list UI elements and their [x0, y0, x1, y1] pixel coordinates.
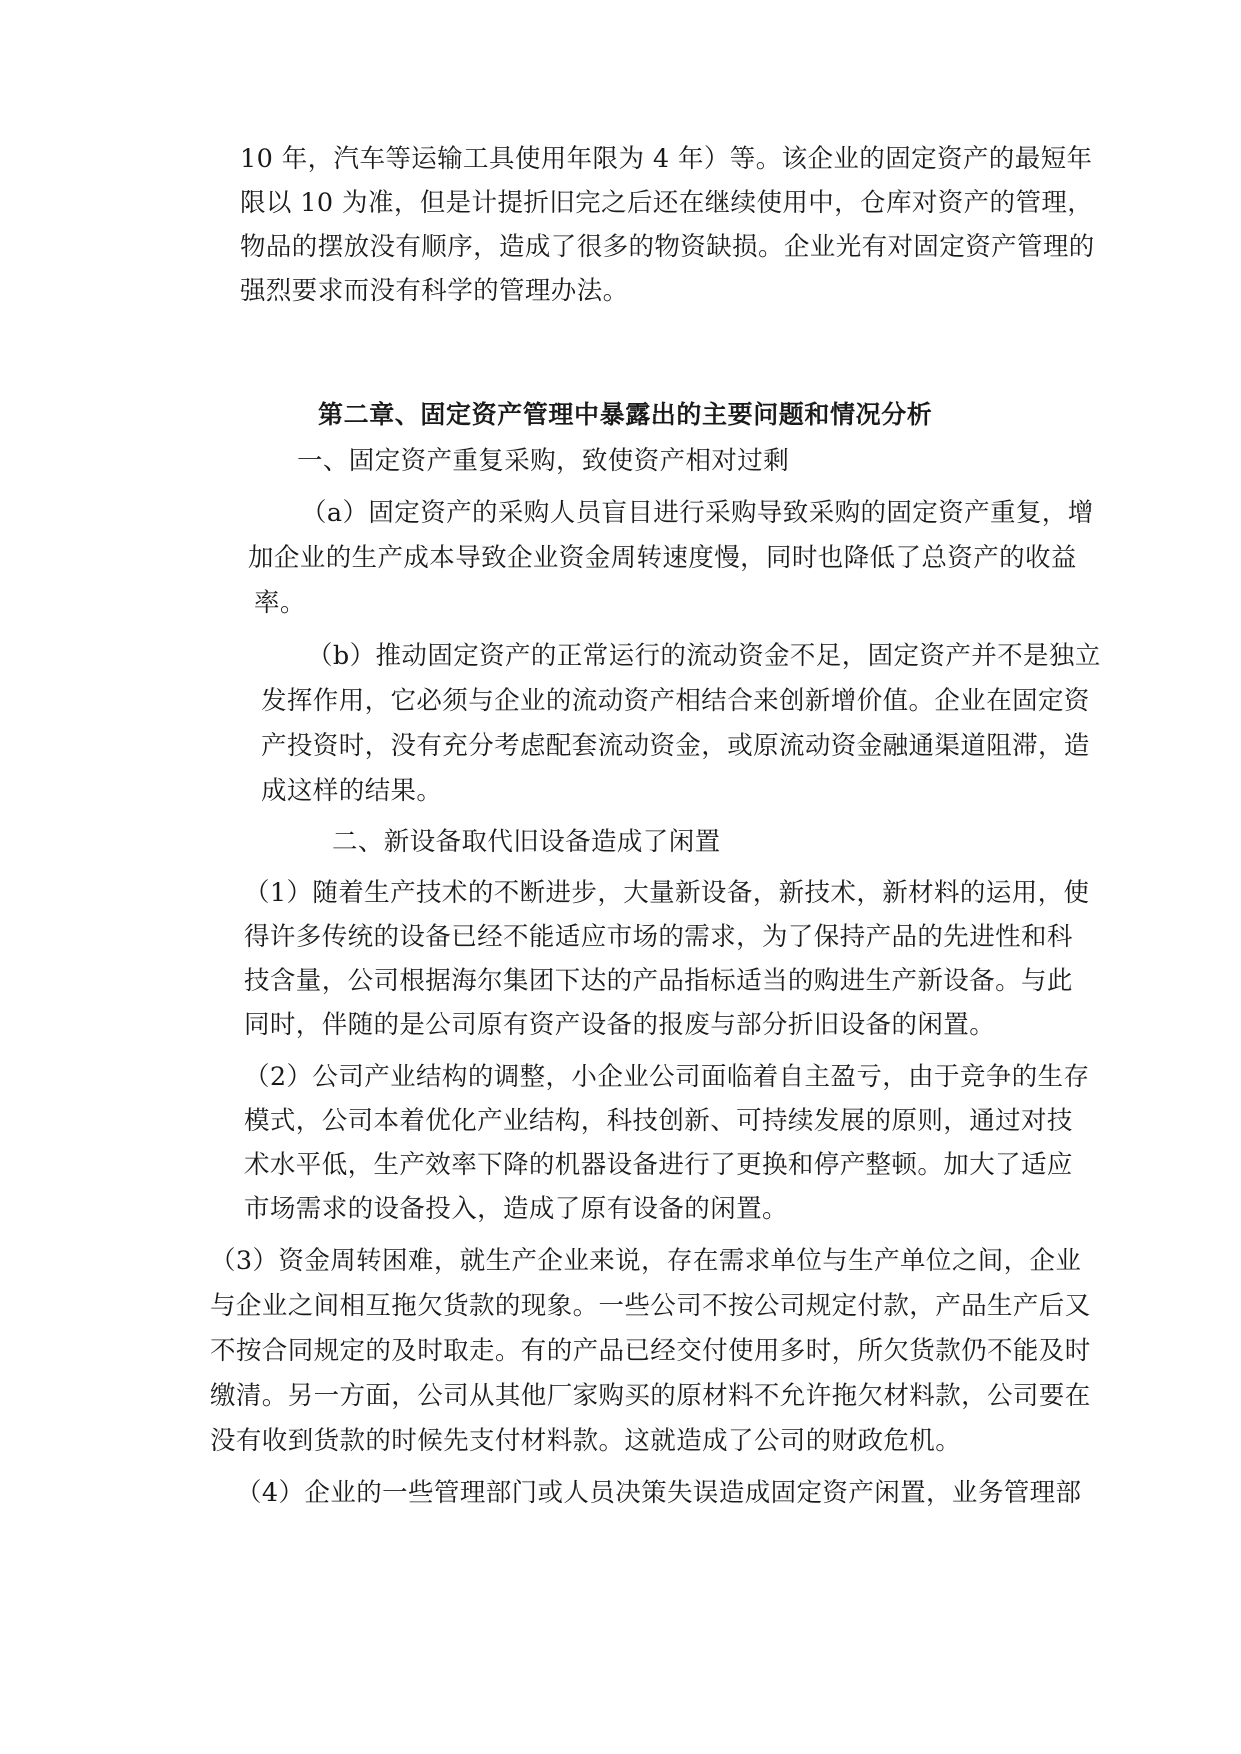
paragraph-line: （a）固定资产的采购人员盲目进行采购导致采购的固定资产重复，增 — [301, 498, 1094, 528]
paragraph-line: 与企业之间相互拖欠货款的现象。一些公司不按公司规定付款，产品生产后又 — [210, 1291, 1091, 1321]
paragraph-line: 限以 10 为准，但是计提折旧完之后还在继续使用中，仓库对资产的管理， — [240, 188, 1094, 218]
paragraph-line: （1）随着生产技术的不断进步，大量新设备，新技术，新材料的运用，使 — [244, 878, 1090, 908]
paragraph-line: （b）推动固定资产的正常运行的流动资金不足，固定资产并不是独立 — [307, 641, 1101, 671]
paragraph-line: 术水平低，生产效率下降的机器设备进行了更换和停产整顿。加大了适应 — [244, 1150, 1073, 1180]
paragraph-line: （2）公司产业结构的调整，小企业公司面临着自主盈亏，由于竞争的生存 — [244, 1062, 1090, 1092]
section-heading: 一、固定资产重复采购，致使资产相对过剩 — [297, 446, 790, 476]
paragraph-line: 物品的摆放没有顺序，造成了很多的物资缺损。企业光有对固定资产管理的 — [240, 232, 1095, 262]
paragraph-line: 市场需求的设备投入，造成了原有设备的闲置。 — [244, 1194, 788, 1224]
paragraph-line: 不按合同规定的及时取走。有的产品已经交付使用多时，所欠货款仍不能及时 — [210, 1336, 1091, 1366]
paragraph-line: 强烈要求而没有科学的管理办法。 — [240, 276, 629, 306]
chapter-heading: 第二章、固定资产管理中暴露出的主要问题和情况分析 — [318, 400, 933, 429]
paragraph-line: 缴清。另一方面，公司从其他厂家购买的原材料不允许拖欠材料款，公司要在 — [210, 1381, 1091, 1411]
paragraph-line: 成这样的结果。 — [261, 776, 443, 806]
paragraph-line: 得许多传统的设备已经不能适应市场的需求，为了保持产品的先进性和科 — [244, 922, 1073, 952]
paragraph-line: （4）企业的一些管理部门或人员决策失误造成固定资产闲置，业务管理部 — [236, 1478, 1082, 1508]
paragraph-line: 10 年，汽车等运输工具使用年限为 4 年）等。该企业的固定资产的最短年 — [240, 144, 1093, 174]
paragraph-line: （3）资金周转困难，就生产企业来说，存在需求单位与生产单位之间，企业 — [210, 1246, 1082, 1276]
paragraph-line: 发挥作用，它必须与企业的流动资产相结合来创新增价值。企业在固定资 — [261, 686, 1090, 716]
paragraph-line: 产投资时，没有充分考虑配套流动资金，或原流动资金融通渠道阻滞，造 — [261, 731, 1090, 761]
paragraph-line: 率。 — [254, 588, 306, 618]
section-heading: 二、新设备取代旧设备造成了闲置 — [332, 827, 721, 857]
paragraph-line: 技含量，公司根据海尔集团下达的产品指标适当的购进生产新设备。与此 — [244, 966, 1073, 996]
paragraph-line: 模式，公司本着优化产业结构，科技创新、可持续发展的原则，通过对技 — [244, 1106, 1073, 1136]
paragraph-line: 加企业的生产成本导致企业资金周转速度慢，同时也降低了总资产的收益 — [248, 543, 1077, 573]
paragraph-line: 同时，伴随的是公司原有资产设备的报废与部分折旧设备的闲置。 — [244, 1010, 996, 1040]
paragraph-line: 没有收到货款的时候先支付材料款。这就造成了公司的财政危机。 — [210, 1426, 962, 1456]
